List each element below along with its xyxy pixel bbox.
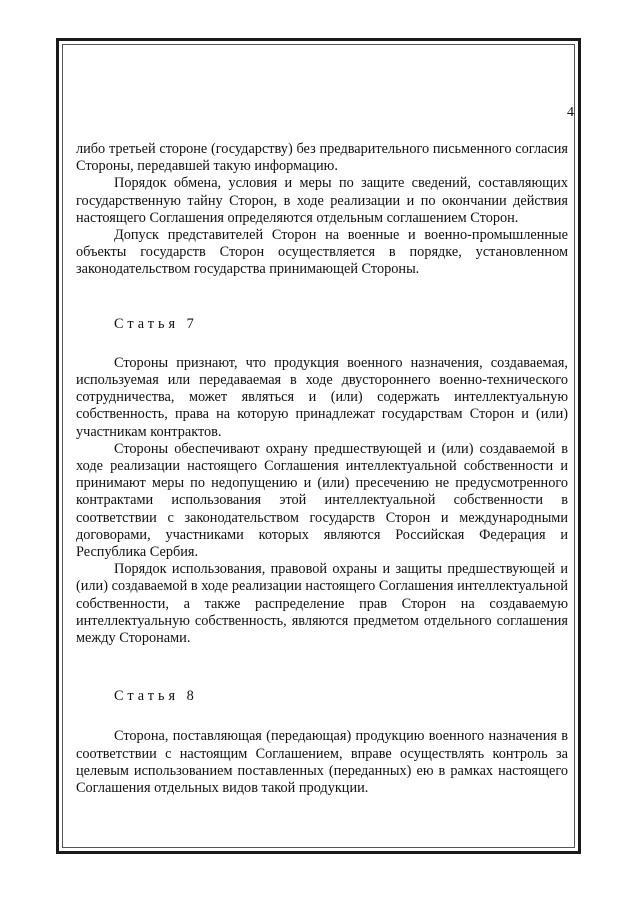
page-number: 4 [567, 105, 574, 120]
paragraph-secret-info: Порядок обмена, условия и меры по защите сведений, составляющих государственную тайну Сторон, в ходе реализации и по окончании действия настоящего Соглашения определяются отдельным соглашением Сторон. [76, 175, 568, 226]
document-body [76, 141, 568, 797]
article-7-paragraph-3: Порядок использования, правовой охраны и защиты предшествующей и (или) создаваемой в ходе реализации настоящего Соглашения интеллектуальной собственности, а также распределение прав Сторон на создаваемую интеллектуальную собственность, являются предметом отдельного соглашения между Сторонами. [76, 561, 568, 647]
paragraph-access: Допуск представителей Сторон на военные и военно-промышленные объекты государств Сторон осуществляется в порядке, установленном законодательством государства принимающей Стороны. [76, 227, 568, 278]
article-7-heading: Статья 7 [114, 315, 198, 332]
article-8-heading: Статья 8 [114, 688, 198, 705]
article-7-paragraph-1: Стороны признают, что продукция военного назначения, создаваемая, используемая или передаваемая в ходе двустороннего военно-технического сотрудничества, может являться и (или) содержать интеллектуальную собственность, права на которую принадлежат государствам Сторон и (или) участникам контрактов. [76, 354, 568, 440]
article-8-paragraph-1: Сторона, поставляющая (передающая) продукцию военного назначения в соответствии с настоящим Соглашением, вправе осуществлять контроль за целевым использованием поставленных (переданных) ею в рамках настоящего Соглашения отдельных видов такой продукции. [76, 728, 568, 797]
article-7-paragraph-2: Стороны обеспечивают охрану предшествующей и (или) создаваемой в ходе реализации настоящего Соглашения интеллектуальной собственности и принимают меры по недопущению и (или) пресечению не предусмотренного контрактами использования этой интеллектуальной собственности в соответствии с законодательством государств Сторон и международными договорами, участниками которых являются Российская Федерация и Республика Сербия. [76, 440, 568, 561]
paragraph-continuation: либо третьей стороне (государству) без предварительного письменного согласия Стороны, передавшей такую информацию. [76, 141, 568, 175]
